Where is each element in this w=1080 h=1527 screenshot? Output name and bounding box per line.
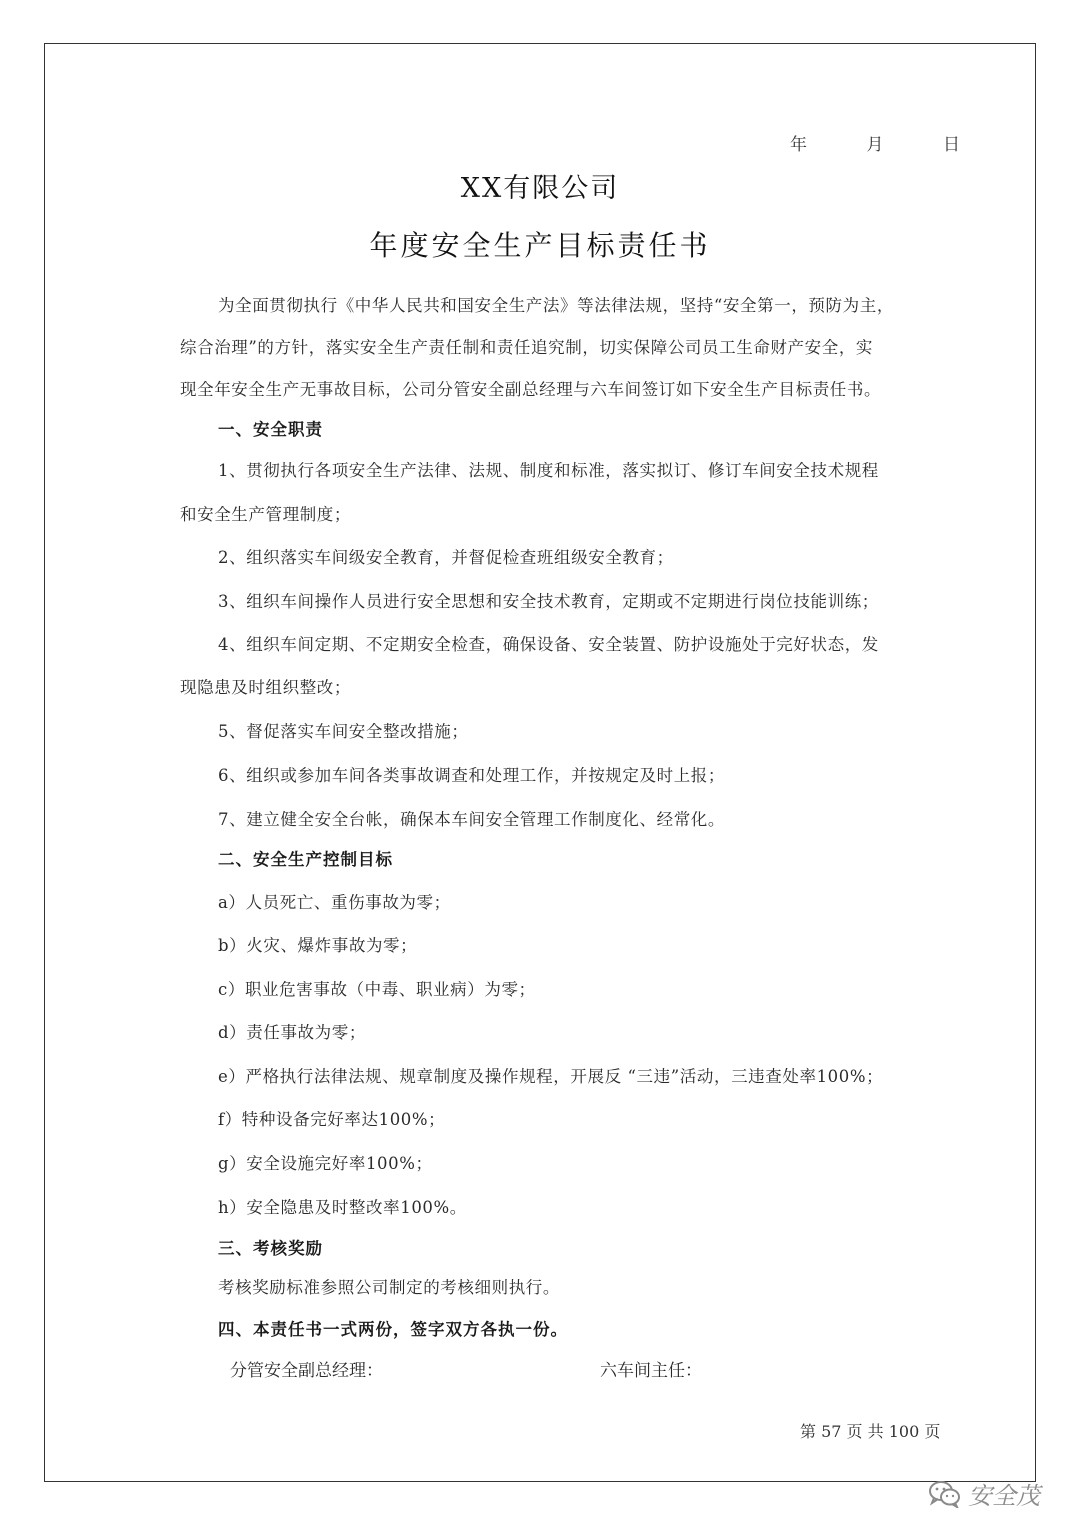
intro-line: 综合治理”的方针，落实安全生产责任制和责任追究制，切实保障公司员工生命财产安全，实 [180, 338, 874, 357]
list-item: 7、建立健全安全台帐，确保本车间安全管理工作制度化、经常化。 [218, 810, 725, 829]
intro-line: 为全面贯彻执行《中华人民共和国安全生产法》等法律法规，坚持“安全第一，预防为主， [218, 296, 894, 315]
list-item: g）安全设施完好率100%； [218, 1154, 433, 1173]
company-title: XX有限公司 [460, 173, 620, 204]
list-item: 3、组织车间操作人员进行安全思想和安全技术教育，定期或不定期进行岗位技能训练； [218, 592, 879, 611]
document-title: 年度安全生产目标责任书 [369, 229, 711, 262]
list-item: 和安全生产管理制度； [180, 505, 351, 524]
page-number: 第 57 页 共 100 页 [800, 1422, 941, 1441]
list-item: a）人员死亡、重伤事故为零； [218, 893, 451, 912]
intro-line: 现全年安全生产无事故目标，公司分管安全副总经理与六车间签订如下安全生产目标责任书。 [180, 380, 882, 399]
watermark [928, 1476, 1040, 1511]
date-month: 月 [866, 135, 884, 155]
list-item: f）特种设备完好率达100%； [218, 1110, 446, 1129]
list-item: 2、组织落实车间级安全教育，并督促检查班组级安全教育； [218, 548, 674, 567]
list-item: 考核奖励标准参照公司制定的考核细则执行。 [218, 1278, 560, 1297]
list-item: c）职业危害事故（中毒、职业病）为零； [218, 980, 536, 999]
signature-deputy-gm: 分管安全副总经理： [230, 1361, 383, 1381]
list-item: 1、贯彻执行各项安全生产法律、法规、制度和标准，落实拟订、修订车间安全技术规程 [218, 461, 879, 480]
list-item: e）严格执行法律法规、规章制度及操作规程，开展反 “三违”活动，三违查处率100%； [218, 1067, 884, 1086]
section-heading: 一、安全职责 [218, 420, 323, 439]
list-item: 4、组织车间定期、不定期安全检查，确保设备、安全装置、防护设施处于完好状态，发 [218, 635, 879, 654]
section-heading: 二、安全生产控制目标 [218, 850, 393, 869]
list-item: h）安全隐患及时整改率100%。 [218, 1198, 467, 1217]
section-heading: 三、考核奖励 [218, 1239, 323, 1258]
list-item: 5、督促落实车间安全整改措施； [218, 722, 469, 741]
watermark-text: 安全茂 [968, 1482, 1040, 1510]
section-heading: 四、本责任书一式两份，签字双方各执一份。 [218, 1320, 568, 1339]
date-line [790, 130, 960, 155]
signature-workshop-director: 六车间主任： [600, 1361, 702, 1381]
wechat-icon [928, 1480, 962, 1508]
date-year: 年 [790, 135, 807, 155]
list-item: b）火灾、爆炸事故为零； [218, 936, 418, 955]
list-item: 现隐患及时组织整改； [180, 678, 351, 697]
list-item: 6、组织或参加车间各类事故调查和处理工作，并按规定及时上报； [218, 766, 725, 785]
date-day: 日 [943, 135, 960, 155]
list-item: d）责任事故为零； [218, 1023, 366, 1042]
